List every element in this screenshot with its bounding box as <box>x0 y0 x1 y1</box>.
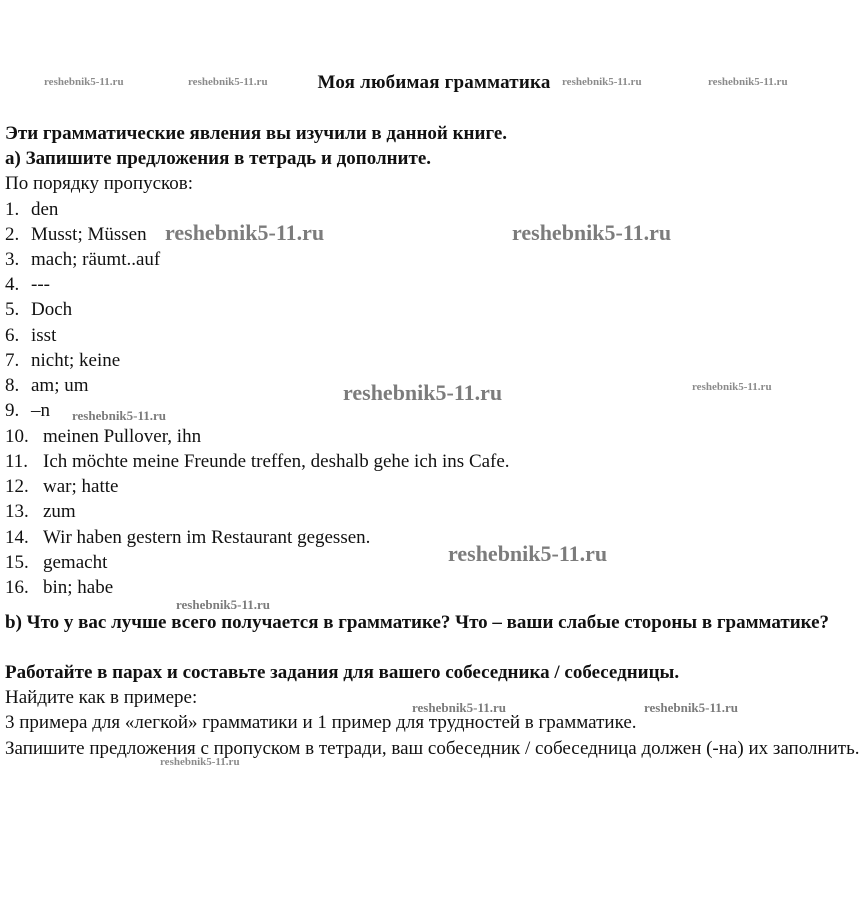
answer-number: 4. <box>5 274 20 295</box>
section-b-task: Работайте в парах и составьте задания для вашего собеседника / собеседницы. <box>5 662 680 683</box>
watermark: reshebnik5-11.ru <box>644 700 739 715</box>
answer-number: 15. <box>5 552 29 573</box>
answer-text: war; hatte <box>43 476 119 497</box>
answer-text: nicht; keine <box>31 350 121 371</box>
answer-item <box>5 526 370 550</box>
answer-number: 12. <box>5 476 29 497</box>
watermark: reshebnik5-11.ru <box>343 380 503 405</box>
answer-number: 1. <box>5 199 20 220</box>
answer-text: gemacht <box>43 552 108 573</box>
answer-number: 10. <box>5 426 29 447</box>
watermark: reshebnik5-11.ru <box>512 220 672 245</box>
answer-number: 11. <box>5 451 29 472</box>
answer-number: 16. <box>5 577 29 598</box>
answer-text: den <box>31 199 59 220</box>
answer-number: 8. <box>5 375 20 396</box>
answer-item <box>5 475 118 499</box>
answer-number: 14. <box>5 527 29 548</box>
answer-item <box>5 298 72 322</box>
watermark: reshebnik5-11.ru <box>160 756 240 768</box>
answer-number: 7. <box>5 350 20 371</box>
answer-text: Ich möchte meine Freunde treffen, deshalb gehe ich ins Cafe. <box>43 451 510 472</box>
watermark: reshebnik5-11.ru <box>692 381 772 393</box>
section-b-question: b) Что у вас лучше всего получается в грамматике? Что – ваши слабые стороны в грамматике? <box>5 612 830 633</box>
answer-number: 2. <box>5 224 20 245</box>
answer-text: mach; räumt..auf <box>31 249 161 270</box>
answer-item <box>5 399 50 423</box>
answer-item <box>5 324 56 348</box>
answer-number: 9. <box>5 400 20 421</box>
answer-text: isst <box>31 325 57 346</box>
answer-item <box>5 349 120 373</box>
answer-item <box>5 273 50 297</box>
watermark: reshebnik5-11.ru <box>72 408 167 423</box>
answer-number: 3. <box>5 249 20 270</box>
answer-text: zum <box>43 501 76 522</box>
answer-text: bin; habe <box>43 577 114 598</box>
answer-text: Musst; Müssen <box>31 224 147 245</box>
answer-number: 13. <box>5 501 29 522</box>
page-title: Моя любимая грамматика <box>317 72 551 93</box>
instruction-line: Запишите предложения с пропуском в тетради, ваш собеседник / собеседница должен (-на) их заполнить. <box>5 738 860 759</box>
intro-text: Эти грамматические явления вы изучили в данной книге. <box>5 123 508 144</box>
answer-text: Wir haben gestern im Restaurant gegessen. <box>43 527 371 548</box>
watermark: reshebnik5-11.ru <box>165 220 325 245</box>
answer-item <box>5 500 76 524</box>
answer-text: Doch <box>31 299 73 320</box>
answer-item <box>5 551 107 575</box>
watermark: reshebnik5-11.ru <box>188 76 268 88</box>
watermark: reshebnik5-11.ru <box>44 76 124 88</box>
section-a-heading: a) Запишите предложения в тетрадь и дополните. <box>5 148 432 169</box>
answer-item <box>5 450 510 474</box>
watermark: reshebnik5-11.ru <box>708 76 788 88</box>
watermark: reshebnik5-11.ru <box>448 541 608 566</box>
instruction-line: Найдите как в примере: <box>5 687 198 708</box>
instruction-line: 3 примера для «легкой» грамматики и 1 пример для трудностей в грамматике. <box>5 712 637 733</box>
answer-item <box>5 425 201 449</box>
answer-item <box>5 198 58 222</box>
order-note: По порядку пропусков: <box>5 173 194 194</box>
answer-text: am; um <box>31 375 89 396</box>
watermark: reshebnik5-11.ru <box>562 76 642 88</box>
answer-item <box>5 248 160 272</box>
answer-number: 5. <box>5 299 20 320</box>
answer-item <box>5 374 89 398</box>
answer-number: 6. <box>5 325 20 346</box>
answer-text: --- <box>31 274 50 295</box>
answer-text: –n <box>31 400 50 421</box>
answer-item <box>5 576 113 600</box>
answer-item <box>5 223 147 247</box>
answer-text: meinen Pullover, ihn <box>43 426 202 447</box>
watermark: reshebnik5-11.ru <box>176 597 271 612</box>
watermark: reshebnik5-11.ru <box>412 700 507 715</box>
